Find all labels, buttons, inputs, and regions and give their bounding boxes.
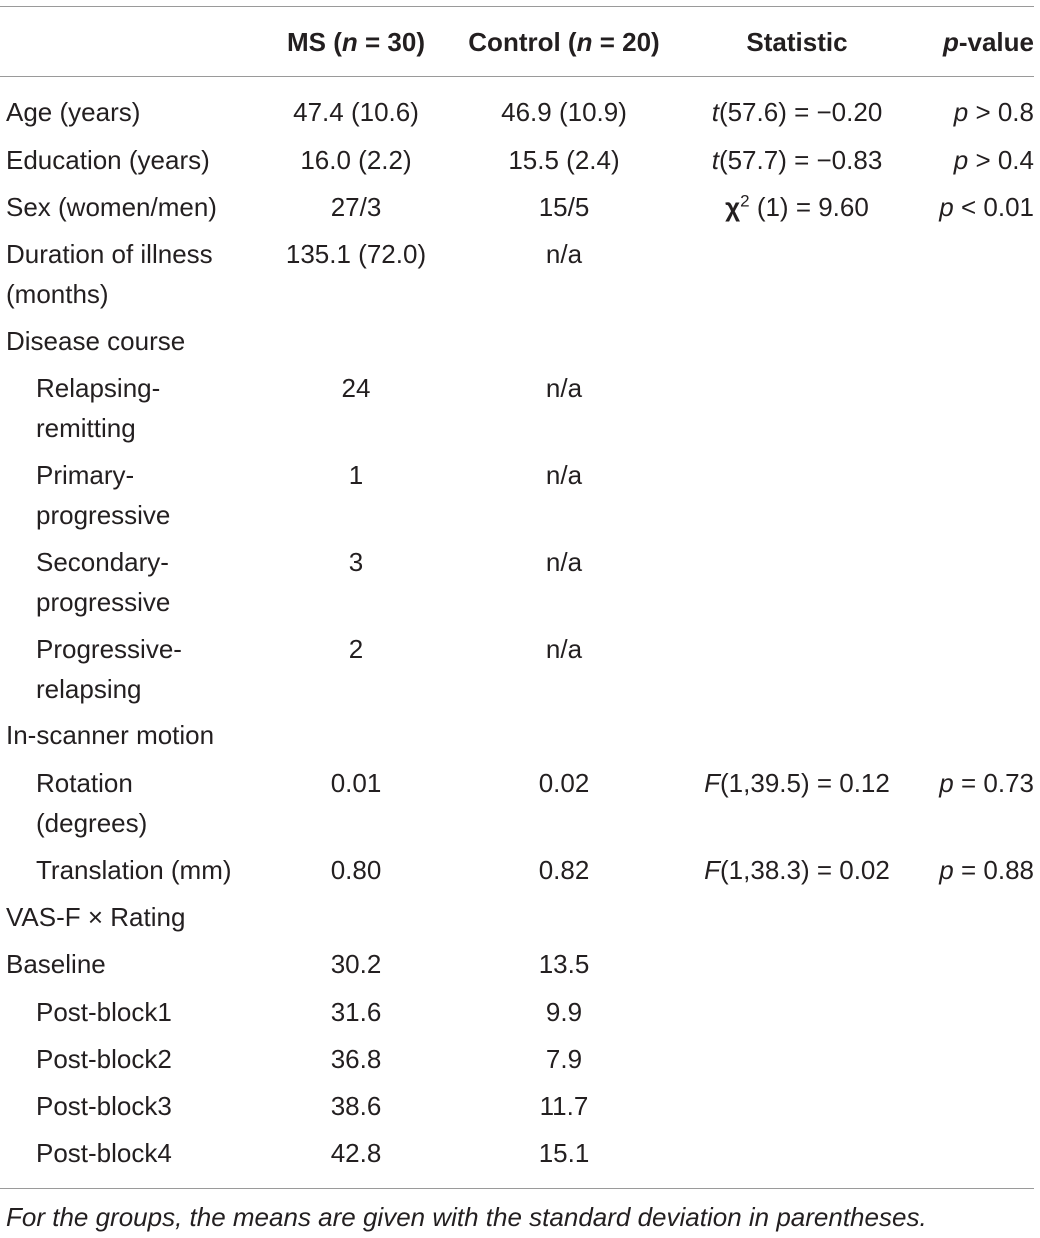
row-label: Relapsing- remitting: [36, 373, 161, 443]
control-value: 13.5: [538, 949, 590, 979]
ms-value: 16.0 (2.2): [300, 145, 412, 175]
ms-value: 27/3: [330, 192, 382, 222]
p-value: p > 0.8: [953, 97, 1034, 127]
p-value: p < 0.01: [939, 192, 1034, 222]
control-value: n/a: [545, 547, 583, 577]
row-label: Post-block4: [36, 1138, 172, 1168]
row-label: Post-block2: [36, 1044, 172, 1074]
control-value: n/a: [545, 460, 583, 490]
section-label: In-scanner motion: [6, 720, 215, 750]
statistic-value: t(57.7) = −0.83: [711, 145, 883, 175]
control-value: 11.7: [539, 1091, 589, 1121]
top-rule: [0, 6, 1034, 7]
row-label: Post-block3: [36, 1091, 172, 1121]
row-label: Sex (women/men): [6, 192, 217, 222]
statistic-value: t(57.6) = −0.20: [711, 97, 883, 127]
ms-value: 0.01: [330, 768, 382, 798]
control-value: 0.82: [538, 855, 590, 885]
row-label: Age (years): [6, 97, 141, 127]
ms-value: 2: [348, 634, 364, 664]
header-statistic: Statistic: [746, 27, 848, 57]
control-value: 15.5 (2.4): [508, 145, 620, 175]
control-value: 46.9 (10.9): [501, 97, 627, 127]
ms-value: 36.8: [330, 1044, 382, 1074]
row-label: Rotation (degrees): [36, 768, 148, 838]
header-control: Control (n = 20): [468, 27, 660, 57]
ms-value: 38.6: [330, 1091, 382, 1121]
ms-value: 31.6: [330, 997, 382, 1027]
ms-value: 3: [348, 547, 364, 577]
ms-value: 1: [348, 460, 364, 490]
control-value: 7.9: [545, 1044, 583, 1074]
header-pvalue: p-value: [942, 27, 1034, 57]
control-value: 0.02: [538, 768, 590, 798]
bottom-rule: [0, 1188, 1034, 1189]
row-label: Secondary- progressive: [36, 547, 171, 617]
ms-value: 24: [341, 373, 371, 403]
ms-value: 30.2: [330, 949, 382, 979]
ms-value: 0.80: [330, 855, 382, 885]
section-label: Disease course: [6, 326, 186, 356]
header-ms: MS (n = 30): [287, 27, 425, 57]
header-rule: [0, 76, 1034, 77]
row-label: Education (years): [6, 145, 210, 175]
control-value: n/a: [545, 239, 583, 269]
statistic-value: F(1,38.3) = 0.02: [704, 855, 890, 885]
p-value: p > 0.4: [953, 145, 1034, 175]
row-label: Translation (mm): [36, 855, 232, 885]
row-label: Progressive- relapsing: [36, 634, 182, 704]
row-label: Duration of illness (months): [6, 239, 213, 309]
table-footnote: For the groups, the means are given with the standard deviation in parentheses.: [6, 1202, 927, 1232]
control-value: 9.9: [545, 997, 583, 1027]
ms-value: 135.1 (72.0): [285, 239, 427, 269]
ms-value: 42.8: [330, 1138, 382, 1168]
p-value: p = 0.88: [939, 855, 1034, 885]
control-value: 15.1: [538, 1138, 590, 1168]
row-label: Baseline: [6, 949, 106, 979]
control-value: n/a: [545, 373, 583, 403]
section-label: VAS-F × Rating: [6, 902, 186, 932]
statistic-value: F(1,39.5) = 0.12: [704, 768, 890, 798]
row-label: Primary- progressive: [36, 460, 171, 530]
control-value: n/a: [545, 634, 583, 664]
statistic-value: $\chi^2$ (1) = 9.60: [725, 191, 869, 222]
ms-value: 47.4 (10.6): [293, 97, 419, 127]
row-label: Post-block1: [36, 997, 172, 1027]
control-value: 15/5: [538, 192, 590, 222]
p-value: p = 0.73: [939, 768, 1034, 798]
